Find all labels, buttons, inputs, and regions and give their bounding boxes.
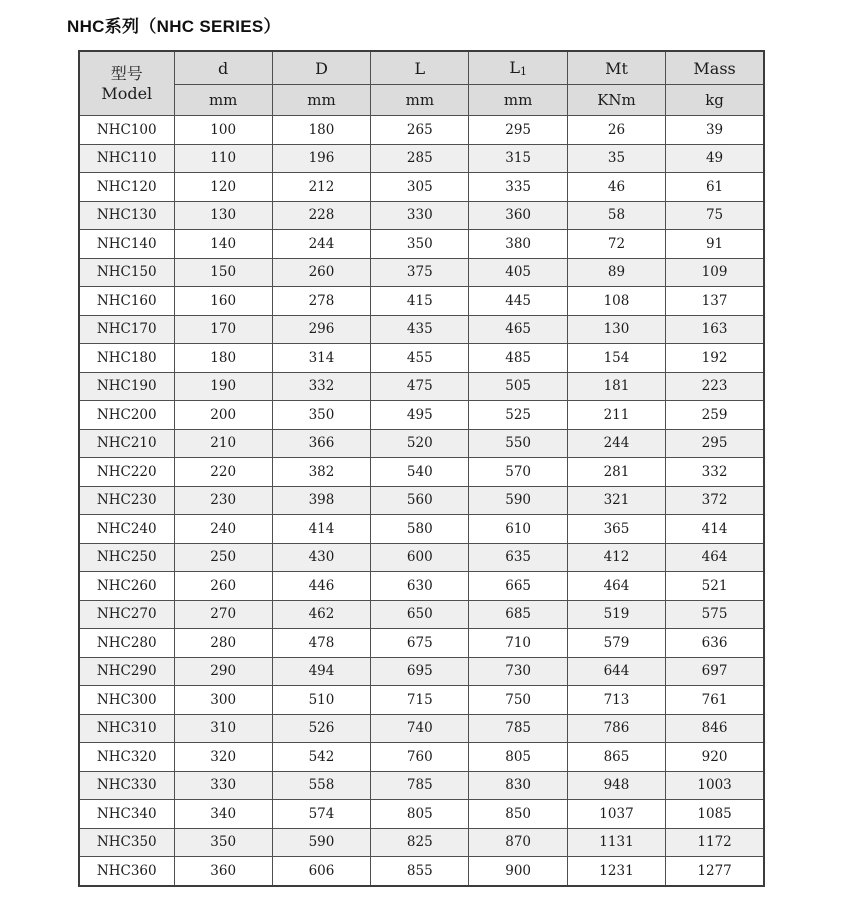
cell-d: 290 [174,657,272,686]
cell-mass: 372 [666,486,764,515]
cell-D: 462 [272,600,370,629]
cell-model: NHC200 [79,401,174,430]
cell-mass: 1085 [666,800,764,829]
cell-L1: 465 [469,315,567,344]
table-row [79,230,764,259]
cell-mass: 39 [666,116,764,145]
table-row [79,686,764,715]
cell-L: 600 [371,543,469,572]
header-col-name-mt [567,51,665,85]
cell-L: 475 [371,372,469,401]
cell-L: 630 [371,572,469,601]
cell-L: 825 [371,828,469,857]
cell-mass: 1172 [666,828,764,857]
cell-D: 526 [272,714,370,743]
cell-d: 210 [174,429,272,458]
cell-L: 715 [371,686,469,715]
cell-Mt: 1131 [567,828,665,857]
table-row [79,743,764,772]
header-col-name-l [371,51,469,85]
cell-D: 558 [272,771,370,800]
cell-L1: 850 [469,800,567,829]
cell-D: 244 [272,230,370,259]
header-col-unit-d: mm [174,85,272,116]
header-col-name-text: D [315,58,328,78]
cell-model: NHC220 [79,458,174,487]
cell-Mt: 1037 [567,800,665,829]
cell-model: NHC240 [79,515,174,544]
cell-L1: 805 [469,743,567,772]
cell-mass: 464 [666,543,764,572]
cell-Mt: 281 [567,458,665,487]
table-row [79,543,764,572]
cell-model: NHC190 [79,372,174,401]
page-title: NHC系列（NHC SERIES） [67,17,281,36]
table-row [79,258,764,287]
header-col-name-text: L [414,58,426,78]
cell-L1: 590 [469,486,567,515]
cell-Mt: 211 [567,401,665,430]
cell-L1: 665 [469,572,567,601]
cell-L: 580 [371,515,469,544]
cell-Mt: 865 [567,743,665,772]
header-col-unit-mass: kg [666,85,764,116]
table-row [79,116,764,145]
cell-mass: 91 [666,230,764,259]
cell-L1: 485 [469,344,567,373]
cell-D: 398 [272,486,370,515]
cell-model: NHC110 [79,144,174,173]
cell-L1: 570 [469,458,567,487]
table-row [79,800,764,829]
cell-model: NHC300 [79,686,174,715]
table-row [79,515,764,544]
cell-L1: 315 [469,144,567,173]
cell-Mt: 579 [567,629,665,658]
cell-L1: 610 [469,515,567,544]
cell-model: NHC180 [79,344,174,373]
cell-d: 100 [174,116,272,145]
cell-d: 350 [174,828,272,857]
cell-model: NHC150 [79,258,174,287]
cell-L: 540 [371,458,469,487]
cell-L1: 380 [469,230,567,259]
table-row [79,657,764,686]
cell-model: NHC230 [79,486,174,515]
cell-d: 200 [174,401,272,430]
cell-D: 350 [272,401,370,430]
cell-L1: 405 [469,258,567,287]
cell-mass: 636 [666,629,764,658]
header-col-name-text: L [509,58,520,77]
cell-model: NHC350 [79,828,174,857]
cell-mass: 1003 [666,771,764,800]
table-row [79,144,764,173]
cell-L: 695 [371,657,469,686]
cell-Mt: 35 [567,144,665,173]
cell-L1: 685 [469,600,567,629]
table-row [79,458,764,487]
cell-model: NHC170 [79,315,174,344]
cell-d: 320 [174,743,272,772]
cell-L: 675 [371,629,469,658]
cell-mass: 109 [666,258,764,287]
cell-Mt: 644 [567,657,665,686]
cell-L1: 635 [469,543,567,572]
cell-model: NHC360 [79,857,174,886]
cell-L1: 445 [469,287,567,316]
table-row [79,372,764,401]
cell-Mt: 519 [567,600,665,629]
cell-Mt: 365 [567,515,665,544]
cell-d: 250 [174,543,272,572]
cell-model: NHC100 [79,116,174,145]
cell-d: 260 [174,572,272,601]
cell-model: NHC320 [79,743,174,772]
cell-Mt: 244 [567,429,665,458]
cell-D: 542 [272,743,370,772]
cell-Mt: 181 [567,372,665,401]
cell-model: NHC280 [79,629,174,658]
header-model-label-cn: 型号 [110,63,143,83]
cell-d: 220 [174,458,272,487]
cell-L: 435 [371,315,469,344]
cell-mass: 332 [666,458,764,487]
cell-model: NHC160 [79,287,174,316]
table-row [79,486,764,515]
cell-D: 366 [272,429,370,458]
cell-model: NHC340 [79,800,174,829]
cell-model: NHC290 [79,657,174,686]
header-col-name-text: Mt [605,58,628,78]
cell-d: 190 [174,372,272,401]
cell-d: 300 [174,686,272,715]
table-row [79,572,764,601]
cell-mass: 414 [666,515,764,544]
cell-mass: 920 [666,743,764,772]
cell-L: 330 [371,201,469,230]
cell-model: NHC120 [79,173,174,202]
cell-d: 120 [174,173,272,202]
table-row [79,714,764,743]
header-col-name-d [272,51,370,85]
table-row [79,771,764,800]
cell-D: 196 [272,144,370,173]
cell-L: 805 [371,800,469,829]
cell-L: 265 [371,116,469,145]
cell-L1: 525 [469,401,567,430]
spec-table [78,50,765,887]
cell-D: 260 [272,258,370,287]
cell-model: NHC130 [79,201,174,230]
cell-L: 740 [371,714,469,743]
cell-d: 140 [174,230,272,259]
cell-L: 560 [371,486,469,515]
cell-L1: 505 [469,372,567,401]
cell-mass: 49 [666,144,764,173]
cell-mass: 259 [666,401,764,430]
cell-Mt: 154 [567,344,665,373]
cell-D: 278 [272,287,370,316]
cell-mass: 521 [666,572,764,601]
table-row [79,857,764,886]
cell-L1: 710 [469,629,567,658]
cell-Mt: 89 [567,258,665,287]
header-col-name-d [174,51,272,85]
cell-mass: 295 [666,429,764,458]
cell-Mt: 713 [567,686,665,715]
header-col-name-mass [666,51,764,85]
table-row [79,201,764,230]
cell-mass: 761 [666,686,764,715]
cell-L: 495 [371,401,469,430]
cell-D: 478 [272,629,370,658]
cell-L: 855 [371,857,469,886]
header-col-unit-l1: mm [469,85,567,116]
header-col-unit-l: mm [371,85,469,116]
header-units-row [79,85,764,116]
header-col-name-subscript: 1 [519,65,527,78]
cell-Mt: 108 [567,287,665,316]
cell-L1: 870 [469,828,567,857]
cell-L1: 335 [469,173,567,202]
spec-table-body [79,116,764,886]
cell-D: 180 [272,116,370,145]
cell-mass: 163 [666,315,764,344]
cell-d: 110 [174,144,272,173]
cell-D: 382 [272,458,370,487]
cell-mass: 846 [666,714,764,743]
cell-L: 415 [371,287,469,316]
cell-Mt: 58 [567,201,665,230]
cell-Mt: 786 [567,714,665,743]
cell-d: 270 [174,600,272,629]
cell-L: 350 [371,230,469,259]
cell-mass: 697 [666,657,764,686]
cell-L1: 900 [469,857,567,886]
table-row [79,315,764,344]
cell-L: 650 [371,600,469,629]
cell-Mt: 321 [567,486,665,515]
cell-D: 414 [272,515,370,544]
cell-Mt: 72 [567,230,665,259]
cell-model: NHC270 [79,600,174,629]
cell-L1: 295 [469,116,567,145]
cell-L: 760 [371,743,469,772]
cell-mass: 75 [666,201,764,230]
header-col-unit-d: mm [272,85,370,116]
cell-Mt: 412 [567,543,665,572]
cell-D: 430 [272,543,370,572]
spec-table-header [79,51,764,116]
cell-d: 280 [174,629,272,658]
table-row [79,344,764,373]
table-row [79,429,764,458]
header-names-row [79,51,764,85]
table-row [79,629,764,658]
cell-D: 296 [272,315,370,344]
cell-L: 785 [371,771,469,800]
cell-L: 520 [371,429,469,458]
cell-D: 212 [272,173,370,202]
cell-mass: 575 [666,600,764,629]
cell-L1: 730 [469,657,567,686]
cell-D: 314 [272,344,370,373]
cell-D: 590 [272,828,370,857]
cell-D: 228 [272,201,370,230]
cell-model: NHC250 [79,543,174,572]
table-row [79,600,764,629]
cell-L1: 550 [469,429,567,458]
header-model-cell [79,51,174,116]
table-row [79,173,764,202]
cell-Mt: 46 [567,173,665,202]
cell-Mt: 130 [567,315,665,344]
cell-model: NHC140 [79,230,174,259]
cell-mass: 137 [666,287,764,316]
header-col-name-text: d [218,58,229,78]
cell-mass: 61 [666,173,764,202]
table-row [79,828,764,857]
cell-model: NHC210 [79,429,174,458]
cell-D: 494 [272,657,370,686]
cell-d: 360 [174,857,272,886]
cell-L: 375 [371,258,469,287]
cell-L: 285 [371,144,469,173]
cell-d: 180 [174,344,272,373]
cell-D: 510 [272,686,370,715]
cell-L: 305 [371,173,469,202]
cell-Mt: 464 [567,572,665,601]
cell-d: 330 [174,771,272,800]
cell-Mt: 948 [567,771,665,800]
cell-Mt: 26 [567,116,665,145]
cell-model: NHC310 [79,714,174,743]
table-row [79,287,764,316]
cell-L: 455 [371,344,469,373]
cell-mass: 1277 [666,857,764,886]
cell-d: 170 [174,315,272,344]
header-col-name-l1 [469,51,567,85]
cell-mass: 223 [666,372,764,401]
cell-D: 332 [272,372,370,401]
cell-D: 574 [272,800,370,829]
header-col-name-text: Mass [693,58,736,78]
cell-d: 150 [174,258,272,287]
cell-d: 160 [174,287,272,316]
cell-mass: 192 [666,344,764,373]
table-row [79,401,764,430]
cell-model: NHC260 [79,572,174,601]
cell-model: NHC330 [79,771,174,800]
cell-d: 130 [174,201,272,230]
cell-d: 230 [174,486,272,515]
cell-L1: 830 [469,771,567,800]
cell-L1: 785 [469,714,567,743]
header-col-unit-mt: KNm [567,85,665,116]
cell-D: 446 [272,572,370,601]
cell-d: 240 [174,515,272,544]
cell-D: 606 [272,857,370,886]
cell-Mt: 1231 [567,857,665,886]
header-model-label-en: Model [101,83,153,103]
cell-d: 340 [174,800,272,829]
cell-L1: 750 [469,686,567,715]
cell-d: 310 [174,714,272,743]
cell-L1: 360 [469,201,567,230]
